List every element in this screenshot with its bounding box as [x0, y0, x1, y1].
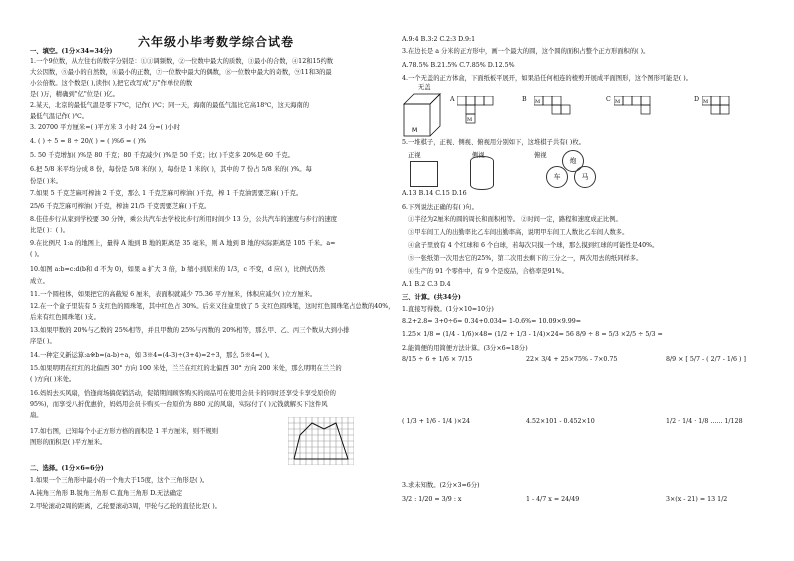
net-a-figure: [457, 96, 505, 126]
front-view-stack: [410, 161, 438, 187]
question-line: 16.妈妈去买风扇，恰逢商场搞促销活动，促销期间顾客购买的商品可在使用会员卡的同时还享受卡享受原价的: [30, 390, 336, 397]
statement-line: ③甲车间工人的出勤率比乙车间出勤率高，说明甲车间工人数比乙车间人数多。: [408, 229, 629, 236]
choice-question: 4.一个无盖的正方体盒，下面纸板平展开，如果沿任何相连的棱剪开展成平面图形，这个图形可能是( )。: [402, 75, 692, 82]
view-front-label: 正视: [408, 152, 421, 159]
question-line: 成立。: [30, 278, 49, 285]
equation: 3×(x - 21) = 13 1/2: [666, 496, 728, 503]
direct-answer-row: 8.2+2.8= 3+0÷6= 0.34+0.034= 1-0.6%= 10.09×9.99=: [402, 318, 582, 325]
net-d-figure: [702, 96, 750, 126]
question-line: 6.把 5/8 米平均分成 8 份，每份是 5/8 米的( )，每份是 1 米的( )，其中的 7 份占 5/8 米的( )%。每: [30, 166, 312, 173]
view-side-label: 侧视: [472, 152, 485, 159]
direct-answer-row: 1.25× 1/8 = (1/4 - 1/6)×48= (1/2 + 1/3 - 1/4)×24= 56 8/9 ÷ 8 = 5/3 ×2/5 ÷ 5/3 =: [402, 331, 663, 338]
question-5-options: A.13 B.14 C.15 D.16: [402, 190, 467, 197]
question-line: 扇。: [30, 412, 43, 419]
net-label-c: C: [606, 96, 611, 103]
question-line: 11.一个圆柱体，如果把它的高截短 6 厘米，表面积就减少 75.36 平方厘米，体积应减少( )立方厘米。: [30, 291, 317, 298]
simplify-expression: 1/2 · 1/4 · 1/8 ...... 1/128: [666, 418, 743, 425]
question-line: 17.如右图，已知每个小正方形方格的面积是 1 平方厘米，则不规则: [30, 428, 219, 435]
solve-heading: 3.求未知数。(2分×3=6分): [402, 482, 480, 489]
question-line: 比是( )：( )。: [30, 227, 70, 234]
question-line: 4. ( ) ÷ 5 = 8 ÷ 20/( ) = ( )%6 = ( )%: [30, 138, 147, 145]
question-5: 5.一堆棋子，正视、侧视、俯视用分别如下，这堆棋子共有( )枚。: [402, 139, 585, 146]
choice-question: 2.甲轮滚动2周的距离，乙轮要滚动3周，甲轮与乙轮的直径比是( )。: [30, 503, 221, 510]
question-6: 6.下列说法正确的有( )句。: [402, 204, 478, 211]
question-line: 大公因数，⑤最小的自然数，⑥最小的正数，⑦一位数中最大的偶数，⑧一位数中最大的奇数，⑨11和3的最: [30, 69, 332, 76]
choice-question: 3.在边长是 a 分米的正方形中，画一个最大的圆，这个圆的面积占整个正方形面积的( )。: [402, 48, 650, 55]
question-line: 13.如果甲数的 20%与乙数的 25%相等，并且甲数的 25%与丙数的 20%相等，那么甲、乙、丙三个数从大到小排: [30, 327, 350, 334]
svg-text:M: M: [615, 99, 621, 105]
question-line: 最低气温记作( )℃。: [30, 113, 89, 120]
question-line: 25/6 千克芝麻可榨油( )千克，榨油 21/5 千克需要芝麻( )千克。: [30, 203, 211, 210]
equation: 3/2 : 1/20 = 3/9 : x: [402, 496, 462, 503]
question-line: 5. 50 千克增加( )%是 80 千克；80 千克减少( )%是 50 千克；比( )千克多 20%是 60 千克。: [30, 152, 294, 159]
equation: 1 - 4/7 x = 24/49: [526, 496, 580, 503]
net-c-figure: [614, 96, 662, 126]
net-b-figure: [534, 96, 582, 126]
question-line: 2.某天，北京的最低气温是零下7℃，记作( )℃；同一天，海南的最低气温比它高18℃，这天海南的: [30, 102, 310, 109]
question-line: 后来有红色圆珠笔( )支。: [30, 314, 100, 321]
simplify-expression: 8/15 ÷ 6 + 1/6 × 7/15: [402, 356, 473, 363]
statement-line: ⑥生产的 91 个零件中，有 9 个是废品，合格率是91%。: [408, 268, 568, 275]
choice-options: A.9:4 B.3:2 C.2:3 D.9:1: [402, 36, 476, 43]
question-line: 8.佳佳步行从家到学校要 30 分钟，乘公共汽车去学校比步行所用时间少 13 分，公共汽车的速度与步行的速度: [30, 216, 338, 223]
question-line: 10.如图 a:b=c:d(b和 d 不为 0)，如果 a 扩大 3 倍，b 缩小到原来的 1/3，c 不变，d 应( )，比例式仍然: [30, 266, 325, 273]
question-line: 份是( )米。: [30, 178, 63, 185]
cube-label: 无盖: [418, 84, 431, 91]
question-line: 1.一个9位数，从左往右的数字分别是：①①调频数，②一位数中最大的质数，③最小的合数，④12和15约数: [30, 58, 334, 65]
question-line: 15.如果明明在红红的北偏西 30° 方向 100 米处，兰兰在红红的北偏西 30° 方向 200 米处，那么明明在兰兰的: [30, 365, 342, 372]
question-line: 7.如果 5 千克芝麻可榨油 2 千克，那么 1 千克芝麻可榨油( )千克，榨 1 千克油需要芝麻( )千克。: [30, 190, 303, 197]
simplify-expression: 8/9 × [ 5/7 - ( 2/7 - 1/6 ) ]: [666, 356, 746, 363]
choice-options: A.钝角三角形 B.锐角三角形 C.直角三角形 D.无法确定: [30, 490, 183, 497]
net-label-d: D: [694, 96, 700, 103]
question-line: 小公倍数。这个数是( ),读作( ),把它改写成"万"作单位的数: [30, 80, 193, 87]
net-label-a: A: [450, 96, 455, 103]
choice-question: 1.如果一个三角形中最小的一个角大于15度，这个三角形是( )。: [30, 477, 209, 484]
piece-chariot: 车: [546, 166, 568, 188]
question-line: 14.一种定义新运算:a※b=(a-b)÷a，如 3※4=(4-3)÷(3+4)=2÷3，那么 5※4=( )。: [30, 352, 274, 359]
section-fill-blank: 一、填空。(1分×34=34分): [30, 48, 113, 55]
page-title: 六年级小毕考数学综合试卷: [138, 35, 295, 49]
piece-cannon: 炮: [562, 150, 584, 172]
statement-line: ④盒子里放有 4 个红球和 6 个白球，若每次只摸一个球，那么摸到红球的可能性是40%。: [408, 242, 659, 249]
question-line: 序是( )。: [30, 338, 56, 345]
statement-line: ①半径为2厘米的圆的周长和面积相等。 ②时间一定，路程和速度成正比例。: [408, 216, 622, 223]
choice-options: A.78.5% B.21.5% C.7.85% D.12.5%: [402, 62, 515, 69]
net-label-b: B: [522, 96, 527, 103]
simplify-expression: 22× 3/4 + 25×75% - 7×0.75: [526, 356, 618, 363]
question-line: 是( )万，精确到"亿"位是( )亿。: [30, 91, 119, 98]
grid-figure: [288, 417, 354, 465]
simplify-heading: 2.能简便的用简便方法计算。(3分×6=18分): [402, 345, 528, 352]
simplify-expression: 4.52×101 - 0.452×10: [526, 418, 595, 425]
question-line: ( )。: [30, 251, 44, 258]
question-line: ( )方向( )米处。: [30, 376, 76, 383]
section-calculation: 三、计算。(共34分): [402, 294, 461, 301]
simplify-expression: ( 1/3 + 1/6 - 1/4 )×24: [402, 418, 471, 425]
question-line: 图形的面积是( )平方厘米。: [30, 439, 107, 446]
question-6-options: A.1 B.2 C.3 D.4: [402, 281, 451, 288]
direct-answer-heading: 1.直接写得数。(1分×10=10分): [402, 306, 494, 313]
svg-text:M: M: [535, 99, 541, 105]
svg-text:M: M: [412, 127, 418, 134]
svg-text:M: M: [467, 117, 473, 123]
open-cube-figure: [402, 92, 442, 138]
svg-text:M: M: [703, 99, 709, 105]
question-line: 3. 20700 平方厘米=( )平方米 3 小时 24 分=( )小时: [30, 124, 181, 131]
view-top-label: 俯视: [534, 152, 547, 159]
question-line: 9.在比例尺 1:a 的地图上，量得 A 地到 B 地的距离是 35 毫米，则 A 地到 B 地的实际距离是 105 千米。a=: [30, 240, 336, 247]
question-line: 12.在一个盒子里装有 5 支红色的圆珠笔，其中红色占 30%。后来又往盒里放了 5 支红色圆珠笔，这时红色圆珠笔占总数的40%，: [30, 303, 395, 310]
piece-horse: 马: [574, 166, 596, 188]
statement-line: ⑤一张纸第一次用去它的25%，第二次用去剩下的三分之一，两次用去的纸同样多。: [408, 255, 643, 262]
section-choice: 二、选择。(1分×6=6分): [30, 465, 104, 472]
side-view-stack: [470, 156, 494, 190]
question-line: 95%)，而享受八折优惠价，妈妈用会员卡购买一台原价为 880 元的风扇，实际付了( )元钱就解买下这件风: [30, 401, 328, 408]
